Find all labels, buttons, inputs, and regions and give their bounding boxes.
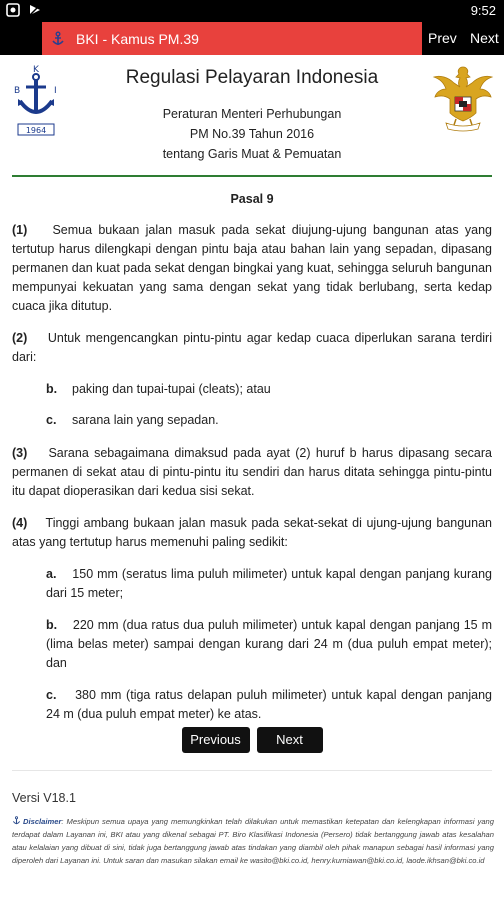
- paragraph-text: Semua bukaan jalan masuk pada sekat diujung-ujung bangunan atas yang tertutup harus dilengkapi dengan pintu baja atau bahan lain yang sepadan, dipasang permanen dan kuat pada sekat dengan bingkai yang kuat, sehingga seluruh bangunan mempunyai kekuatan yang sama dengan sekat yang tidak berlubang, serta kedap cuaca jika ditutup.: [12, 223, 492, 313]
- version-label: Versi V18.1: [12, 791, 76, 805]
- paragraph-1: [12, 221, 492, 316]
- action-bar: [0, 22, 504, 55]
- media-icon: [28, 3, 42, 17]
- article-heading: Pasal 9: [230, 192, 274, 206]
- list-item: [46, 411, 492, 430]
- anchor-icon: [50, 31, 66, 47]
- app-title-bar: [42, 22, 422, 55]
- list-item: [46, 380, 492, 399]
- list-item: [46, 565, 492, 603]
- document-header: [0, 55, 504, 175]
- article-content: [12, 190, 492, 737]
- notification-icon: [6, 3, 20, 17]
- next-action-button[interactable]: Next: [470, 30, 499, 46]
- svg-text:I: I: [54, 86, 57, 96]
- paragraph-4: [12, 514, 492, 552]
- paragraph-number: (2): [12, 331, 28, 345]
- list-letter: c.: [46, 413, 57, 427]
- paragraph-2: [12, 329, 492, 367]
- regulation-issuer: Peraturan Menteri Perhubungan: [162, 107, 342, 121]
- clock: 9:52: [470, 3, 496, 18]
- svg-text:B: B: [14, 86, 21, 96]
- list-letter: c.: [46, 688, 57, 702]
- app-title: BKI - Kamus PM.39: [76, 30, 199, 47]
- paragraph-number: (4): [12, 516, 28, 530]
- prev-action-button[interactable]: Prev: [428, 30, 457, 46]
- list-letter: b.: [46, 382, 58, 396]
- paragraph-3: [12, 444, 492, 501]
- disclaimer: [12, 815, 494, 867]
- paragraph-text: Tinggi ambang bukaan jalan masuk pada sekat-sekat di ujung-ujung bangunan atas yang tertutup harus memenuhi paling sedikit:: [12, 516, 492, 549]
- anchor-icon: [12, 816, 21, 825]
- garuda-emblem: [432, 63, 494, 133]
- list-text: sarana lain yang sepadan.: [72, 413, 219, 427]
- header-divider: [12, 175, 492, 177]
- list-text: paking dan tupai-tupai (cleats); atau: [72, 382, 271, 396]
- svg-text:1964: 1964: [25, 126, 47, 135]
- list-letter: b.: [46, 618, 58, 632]
- regulation-subject: tentang Garis Muat & Pemuatan: [162, 147, 342, 161]
- svg-text:K: K: [33, 65, 39, 75]
- footer-divider: [12, 770, 492, 771]
- list-letter: a.: [46, 567, 57, 581]
- list-text: 380 mm (tiga ratus delapan puluh milimeter) untuk kapal dengan panjang 24 m (dua puluh empat meter) ke atas.: [46, 688, 492, 721]
- status-bar: [0, 0, 504, 22]
- previous-button[interactable]: Previous: [182, 727, 250, 753]
- list-item: [46, 686, 492, 724]
- list-text: 220 mm (dua ratus dua puluh milimeter) untuk kapal dengan panjang 15 m (lima belas meter) sampai dengan kurang dari 24 m (dua puluh empat meter); dan: [46, 618, 492, 670]
- page-navigation: [0, 727, 504, 753]
- paragraph-text: Untuk mengencangkan pintu-pintu agar kedap cuaca diperlukan sarana terdiri dari:: [12, 331, 492, 364]
- paragraph-number: (1): [12, 223, 28, 237]
- disclaimer-text: : Meskipun semua upaya yang memungkinkan telah dilakukan untuk memastikan ketepatan dan kelengkapan informasi yang terdapat dalam Layanan ini, BKI atau yang dikenal sebagai PT. Biro Klasifikasi Indonesia (Persero) tidak bertanggung jawab atas kesalahan atau kelalaian yang dibuat di sini, tidak juga bertanggung jawab atas tindakan yang diambil oleh pihak manapun sebagai hasil informasi yang diperoleh dari Layanan ini. Untuk saran dan masukan silakan email ke wasito@bki.co.id, henry.kurniawan@bki.co.id, laode.ikhsan@bki.co.id: [12, 817, 494, 865]
- list-item: [46, 616, 492, 673]
- disclaimer-label: Disclaimer: [23, 817, 62, 826]
- list-text: 150 mm (seratus lima puluh milimeter) untuk kapal dengan panjang kurang dari 15 meter;: [46, 567, 492, 600]
- page-title: Regulasi Pelayaran Indonesia: [125, 67, 379, 88]
- next-button[interactable]: Next: [257, 727, 323, 753]
- paragraph-text: Sarana sebagaimana dimaksud pada ayat (2) huruf b harus dipasang secara permanen di sekat atau di pintu-pintu itu sendiri dan harus ditata sehingga pintu-pintu itu dapat dioperasikan dari kedua sisi sekat.: [12, 446, 492, 498]
- regulation-number: PM No.39 Tahun 2016: [189, 127, 315, 141]
- paragraph-number: (3): [12, 446, 28, 460]
